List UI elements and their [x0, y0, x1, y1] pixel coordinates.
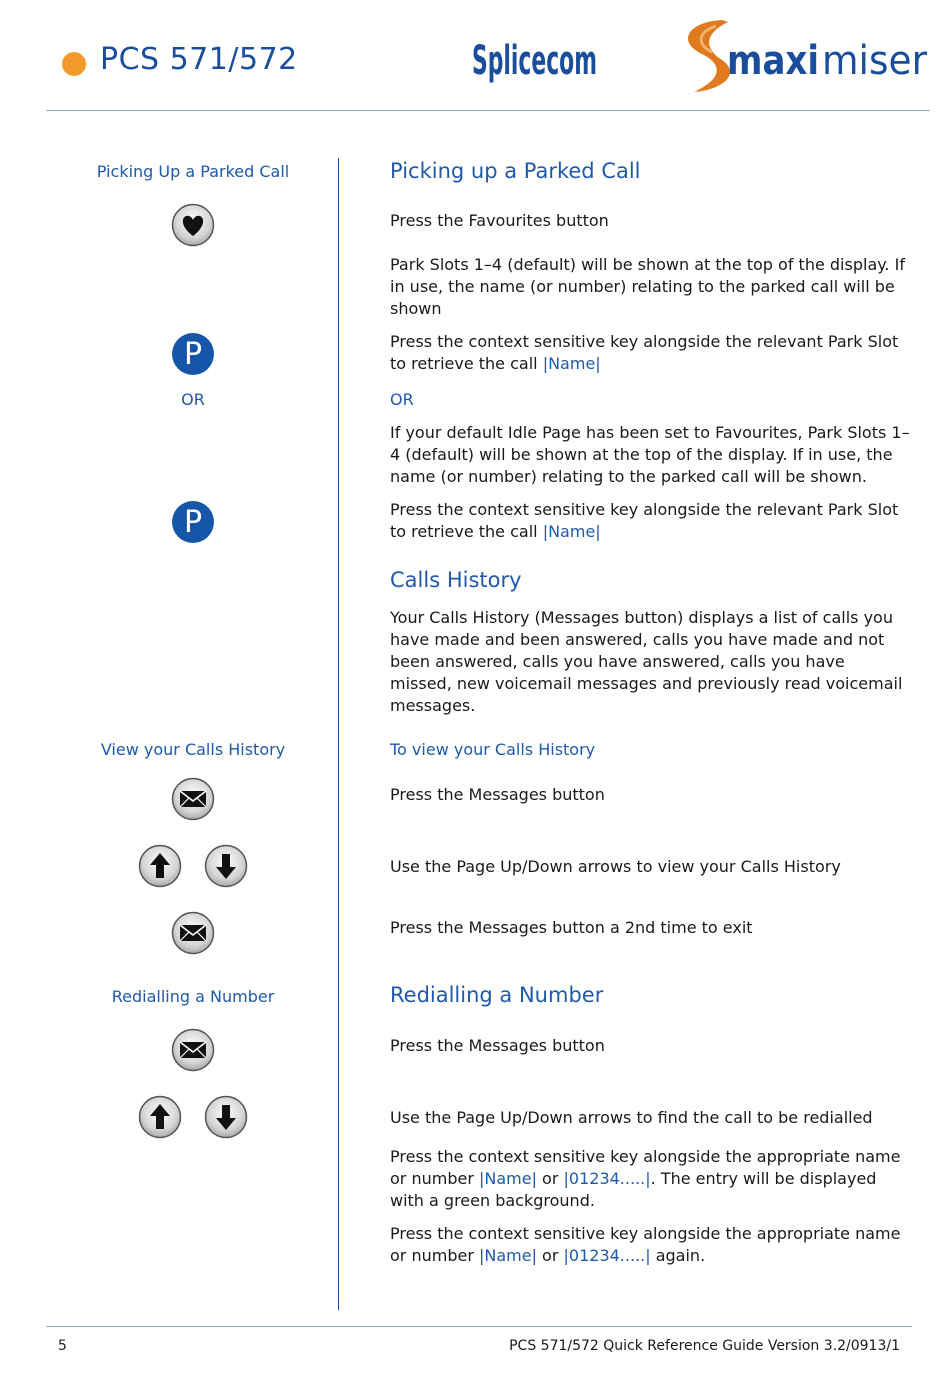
- sidebar-view-history-label: View your Calls History: [100, 740, 286, 759]
- history-step-2: Use the Page Up/Down arrows to view your Calls History: [390, 857, 841, 876]
- footer-doc-title: PCS 571/572 Quick Reference Guide Version 3.2/0913/1: [509, 1338, 900, 1354]
- park-step-4: If your default Idle Page has been set to Favourites, Park Slots 1–4 (default) will be shown at the top of the display. If in use, the name (or number) relating to the parked call will be shown.: [390, 423, 910, 486]
- splicecom-maximiser-logo: [472, 12, 932, 100]
- park-or-label: OR: [390, 390, 414, 409]
- number-softkey: |01234.....|: [563, 1169, 651, 1188]
- messages-envelope-icon: [171, 777, 215, 821]
- favourites-heart-icon: [171, 203, 215, 247]
- park-slot-p-icon: [171, 332, 215, 376]
- park-step-1: Press the Favourites button: [390, 211, 609, 230]
- redial-step-1: Press the Messages button: [390, 1036, 605, 1055]
- park-step-5-text: Press the context sensitive key alongside the relevant Park Slot to retrieve the call: [390, 500, 899, 541]
- sidebar-picking-label: Picking Up a Parked Call: [96, 162, 290, 181]
- history-intro: Your Calls History (Messages button) displays a list of calls you have made and been answered, calls you have made and not been answered, calls you have answered, calls you have missed, new voicemail messages and previously read voicemail messages.: [390, 608, 903, 715]
- footer-divider: [46, 1326, 912, 1327]
- name-softkey: |Name|: [478, 1169, 537, 1188]
- or-text: or: [536, 1169, 564, 1188]
- park-letter: P: [183, 505, 203, 540]
- page-down-arrow-icon: [204, 1095, 248, 1139]
- model-title: PCS 571/572: [100, 42, 298, 77]
- page-up-arrow-icon: [138, 844, 182, 888]
- park-step-3: [390, 331, 910, 375]
- history-subtitle: To view your Calls History: [390, 740, 596, 759]
- park-step-3-text: Press the context sensitive key alongside the relevant Park Slot to retrieve the call: [390, 332, 899, 373]
- logo-maxi-text: maxi: [727, 38, 819, 84]
- page-number: 5: [58, 1338, 67, 1354]
- redial-step-3-text: Press the context sensitive key alongside the appropriate name or number: [390, 1147, 901, 1188]
- logo-splice-text: Splicecom: [472, 38, 597, 84]
- header-divider: [46, 110, 930, 111]
- redial-step-3: [390, 1146, 910, 1212]
- page-down-arrow-icon: [204, 844, 248, 888]
- sidebar-redial-label: Redialling a Number: [111, 987, 275, 1006]
- name-softkey: |Name|: [478, 1246, 537, 1265]
- redial-step-4: [390, 1223, 910, 1267]
- or-text: or: [536, 1246, 564, 1265]
- logo-miser-text: miser: [822, 38, 928, 84]
- messages-envelope-icon: [171, 911, 215, 955]
- park-slot-p-icon: [171, 500, 215, 544]
- page-up-arrow-icon: [138, 1095, 182, 1139]
- number-softkey: |01234.....|: [563, 1246, 651, 1265]
- messages-envelope-icon: [171, 1028, 215, 1072]
- column-divider: [338, 158, 339, 1310]
- redial-step-3-post: . The entry will be displayed with a green background.: [390, 1169, 877, 1210]
- sidebar-or-label: OR: [181, 390, 205, 409]
- park-step-5: [390, 499, 910, 543]
- history-step-3: Press the Messages button a 2nd time to exit: [390, 918, 753, 937]
- section-redial-title: Redialling a Number: [390, 983, 604, 1007]
- park-letter: P: [183, 337, 203, 372]
- park-step-2: Park Slots 1–4 (default) will be shown at the top of the display. If in use, the name (or number) relating to the parked call will be shown: [390, 255, 905, 318]
- name-softkey: |Name|: [542, 354, 601, 373]
- redial-step-4-post: again.: [650, 1246, 706, 1265]
- redial-step-2: Use the Page Up/Down arrows to find the call to be redialled: [390, 1108, 873, 1127]
- section-park-title: Picking up a Parked Call: [390, 159, 641, 183]
- orange-bullet-icon: [62, 52, 86, 76]
- name-softkey: |Name|: [542, 522, 601, 541]
- history-step-1: Press the Messages button: [390, 785, 605, 804]
- redial-step-4-text: Press the context sensitive key alongside the appropriate name or number: [390, 1224, 901, 1265]
- section-history-title: Calls History: [390, 568, 522, 592]
